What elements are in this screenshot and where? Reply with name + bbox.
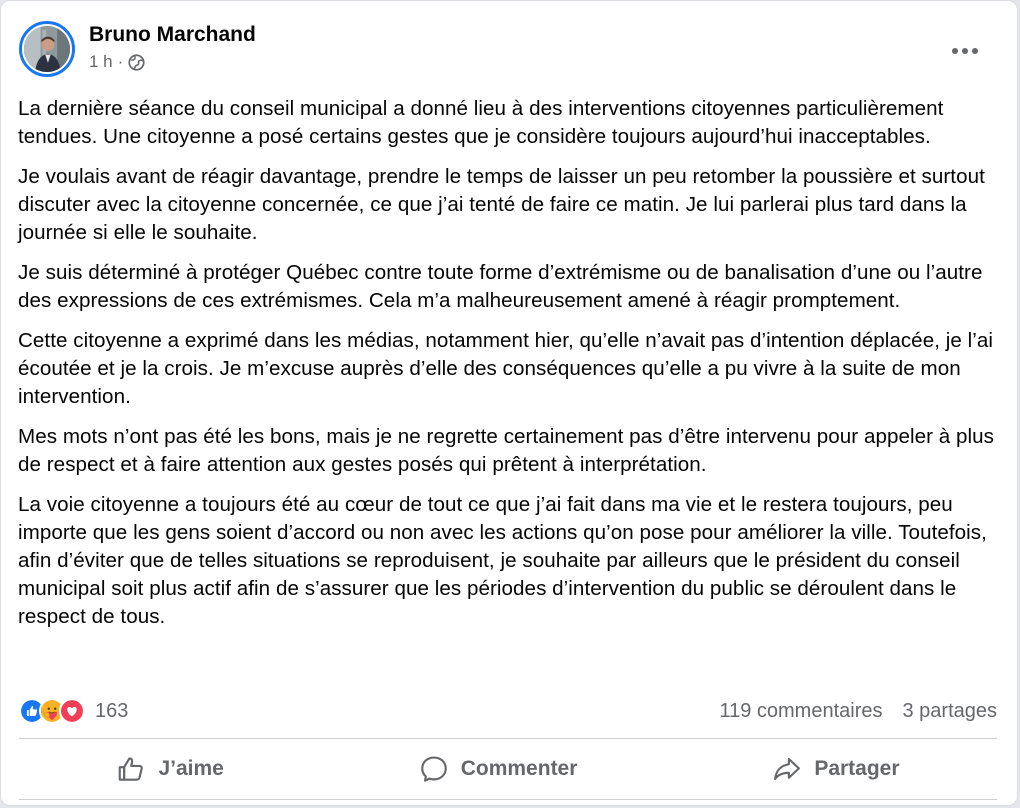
more-options-icon-dot — [962, 48, 968, 54]
engagement-counts — [719, 700, 997, 723]
post-paragraph: Je suis déterminé à protéger Québec contre toute forme d’extrémisme ou de banalisation d’une ou l’autre des expressions de ces extrémismes. Cela m’a malheureusement amené à réagir promptement. — [18, 261, 983, 312]
shares-count-link[interactable]: 3 partages — [902, 699, 997, 722]
comment-button-label: Commenter — [460, 757, 578, 780]
post-paragraph: Mes mots n’ont pas été les bons, mais je ne regrette certainement pas d’être intervenu pour appeler à plus de respect et à faire attention aux gestes posés qui prêtent à interprétation. — [18, 425, 995, 476]
more-options-icon — [952, 48, 958, 54]
comment-icon — [419, 754, 449, 784]
more-options-button[interactable] — [945, 37, 985, 65]
action-bar — [19, 741, 997, 797]
love-icon — [59, 698, 85, 724]
like-button-label: J’aime — [158, 757, 224, 780]
share-arrow-icon — [772, 754, 802, 784]
avatar[interactable] — [19, 21, 75, 77]
comments-count-link[interactable]: 119 commentaires — [719, 699, 883, 722]
post-paragraph: La voie citoyenne a toujours été au cœur de tout ce que j’ai fait dans ma vie et le restera toujours, peu importe que les gens soient d’accord ou non avec les actions qu’on pose pour améliorer la ville. Toutefois, afin d’éviter que de telles situations se reproduisent, je souhaite par ailleurs que le président du conseil municipal soit plus actif afin de s’assurer que les périodes d’intervention du public se déroulent dans le respect de tous. — [18, 493, 987, 628]
comment-button[interactable] — [395, 745, 602, 793]
more-options-icon-dot — [972, 48, 978, 54]
avatar-image — [24, 26, 70, 72]
globe-icon[interactable] — [128, 54, 145, 71]
post-body — [18, 95, 1008, 643]
post-subline — [89, 52, 256, 72]
post-meta — [89, 22, 256, 72]
post-stats — [19, 695, 997, 727]
reaction-count: 163 — [95, 699, 129, 722]
reactions-summary[interactable] — [19, 698, 128, 724]
like-button[interactable] — [92, 745, 247, 793]
divider — [19, 738, 997, 739]
post-time[interactable]: 1 h — [89, 52, 113, 71]
separator-dot: · — [117, 52, 124, 71]
author-name[interactable]: Bruno Marchand — [89, 23, 256, 46]
avatar-photo — [24, 26, 70, 72]
post-header — [19, 21, 256, 77]
post-paragraph: Je voulais avant de réagir davantage, prendre le temps de laisser un peu retomber la poussière et surtout discuter avec la citoyenne concernée, ce que j’ai tenté de faire ce matin. Je lui parlerai plus tard dans la journée si elle le souhaite. — [18, 165, 985, 244]
divider — [19, 799, 997, 800]
share-button[interactable] — [748, 745, 923, 793]
thumbs-up-icon — [116, 754, 146, 784]
post-paragraph: La dernière séance du conseil municipal a donné lieu à des interventions citoyennes particulièrement tendues. Une citoyenne a posé certains gestes que je considère toujours aujourd’hui inacceptables. — [18, 97, 944, 148]
post-paragraph: Cette citoyenne a exprimé dans les médias, notamment hier, qu’elle n’avait pas d’intention déplacée, je l’ai écoutée et je la crois. Je m’excuse auprès d’elle des conséquences qu’elle a pu vivre à la suite de mon intervention. — [18, 329, 994, 408]
share-button-label: Partager — [814, 757, 900, 780]
